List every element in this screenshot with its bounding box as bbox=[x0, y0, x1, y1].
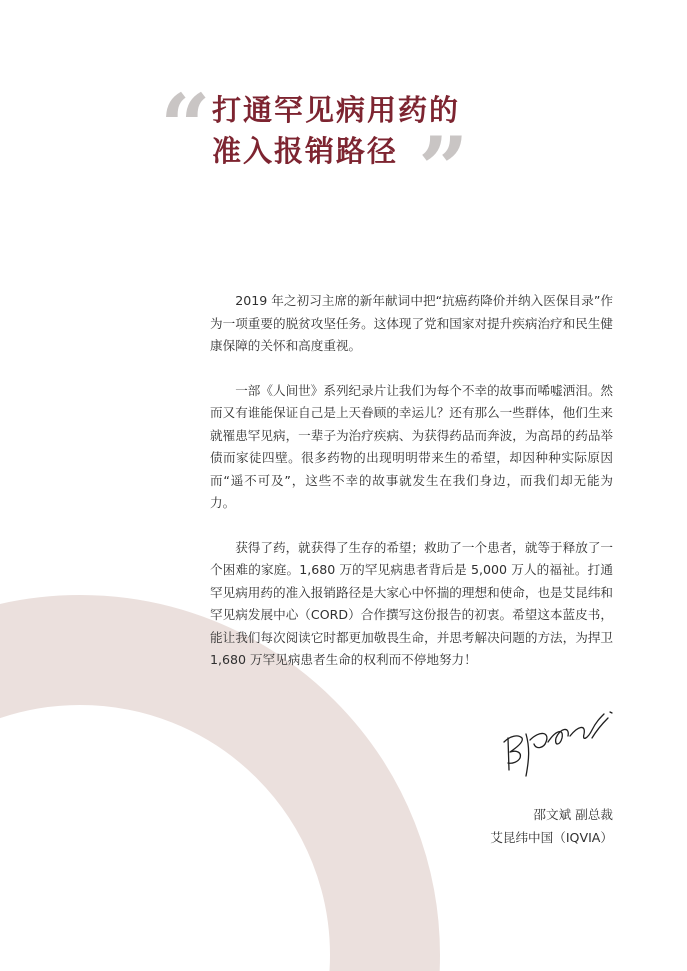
page-title-line-2: 准入报销路径 bbox=[212, 134, 399, 168]
signatory-name: 邵文斌 副总裁 bbox=[533, 807, 613, 822]
paragraph-3: 获得了药，就获得了生存的希望；救助了一个患者，就等于释放了一个困难的家庭。1,680 万的罕见病患者背后是 5,000 万人的福祉。打通罕见病用药的准入报销路径是大家心中怀揣的理想和使命，也是艾昆纬和罕见病发展中心（CORD）合作撰写这份报告的初衷。希望这本蓝皮书，能让我们每次阅读它时都更加敬畏生命，并思考解决问题的方法，为捍卫 1,680 万罕见病患者生命的权利而不停地努力！ bbox=[210, 539, 613, 667]
body-text bbox=[210, 290, 613, 694]
paragraph-1: 2019 年之初习主席的新年献词中把“抗癌药降价并纳入医保目录”作为一项重要的脱贫攻坚任务。这体现了党和国家对提升疾病治疗和民生健康保障的关怀和高度重视。 bbox=[210, 293, 613, 353]
open-quote-mark: “ bbox=[160, 74, 211, 178]
paragraph-2: 一部《人间世》系列纪录片让我们为每个不幸的故事而唏嘘洒泪。然而又有谁能保证自己是上天眷顾的幸运儿？还有那么一些群体，他们生来就罹患罕见病，一辈子为治疗疾病、为获得药品而奔波，为高昂的药品举债而家徒四壁。很多药物的出现明明带来生的希望，却因种种实际原因而“遥不可及”，这些不幸的故事就发生在我们身边，而我们却无能为力。 bbox=[210, 382, 613, 510]
close-quote-mark: ” bbox=[418, 117, 469, 221]
page-title-line-1: 打通罕见病用药的 bbox=[212, 93, 461, 127]
handwritten-signature bbox=[500, 708, 618, 784]
signatory-organization: 艾昆纬中国（IQVIA） bbox=[490, 830, 613, 845]
